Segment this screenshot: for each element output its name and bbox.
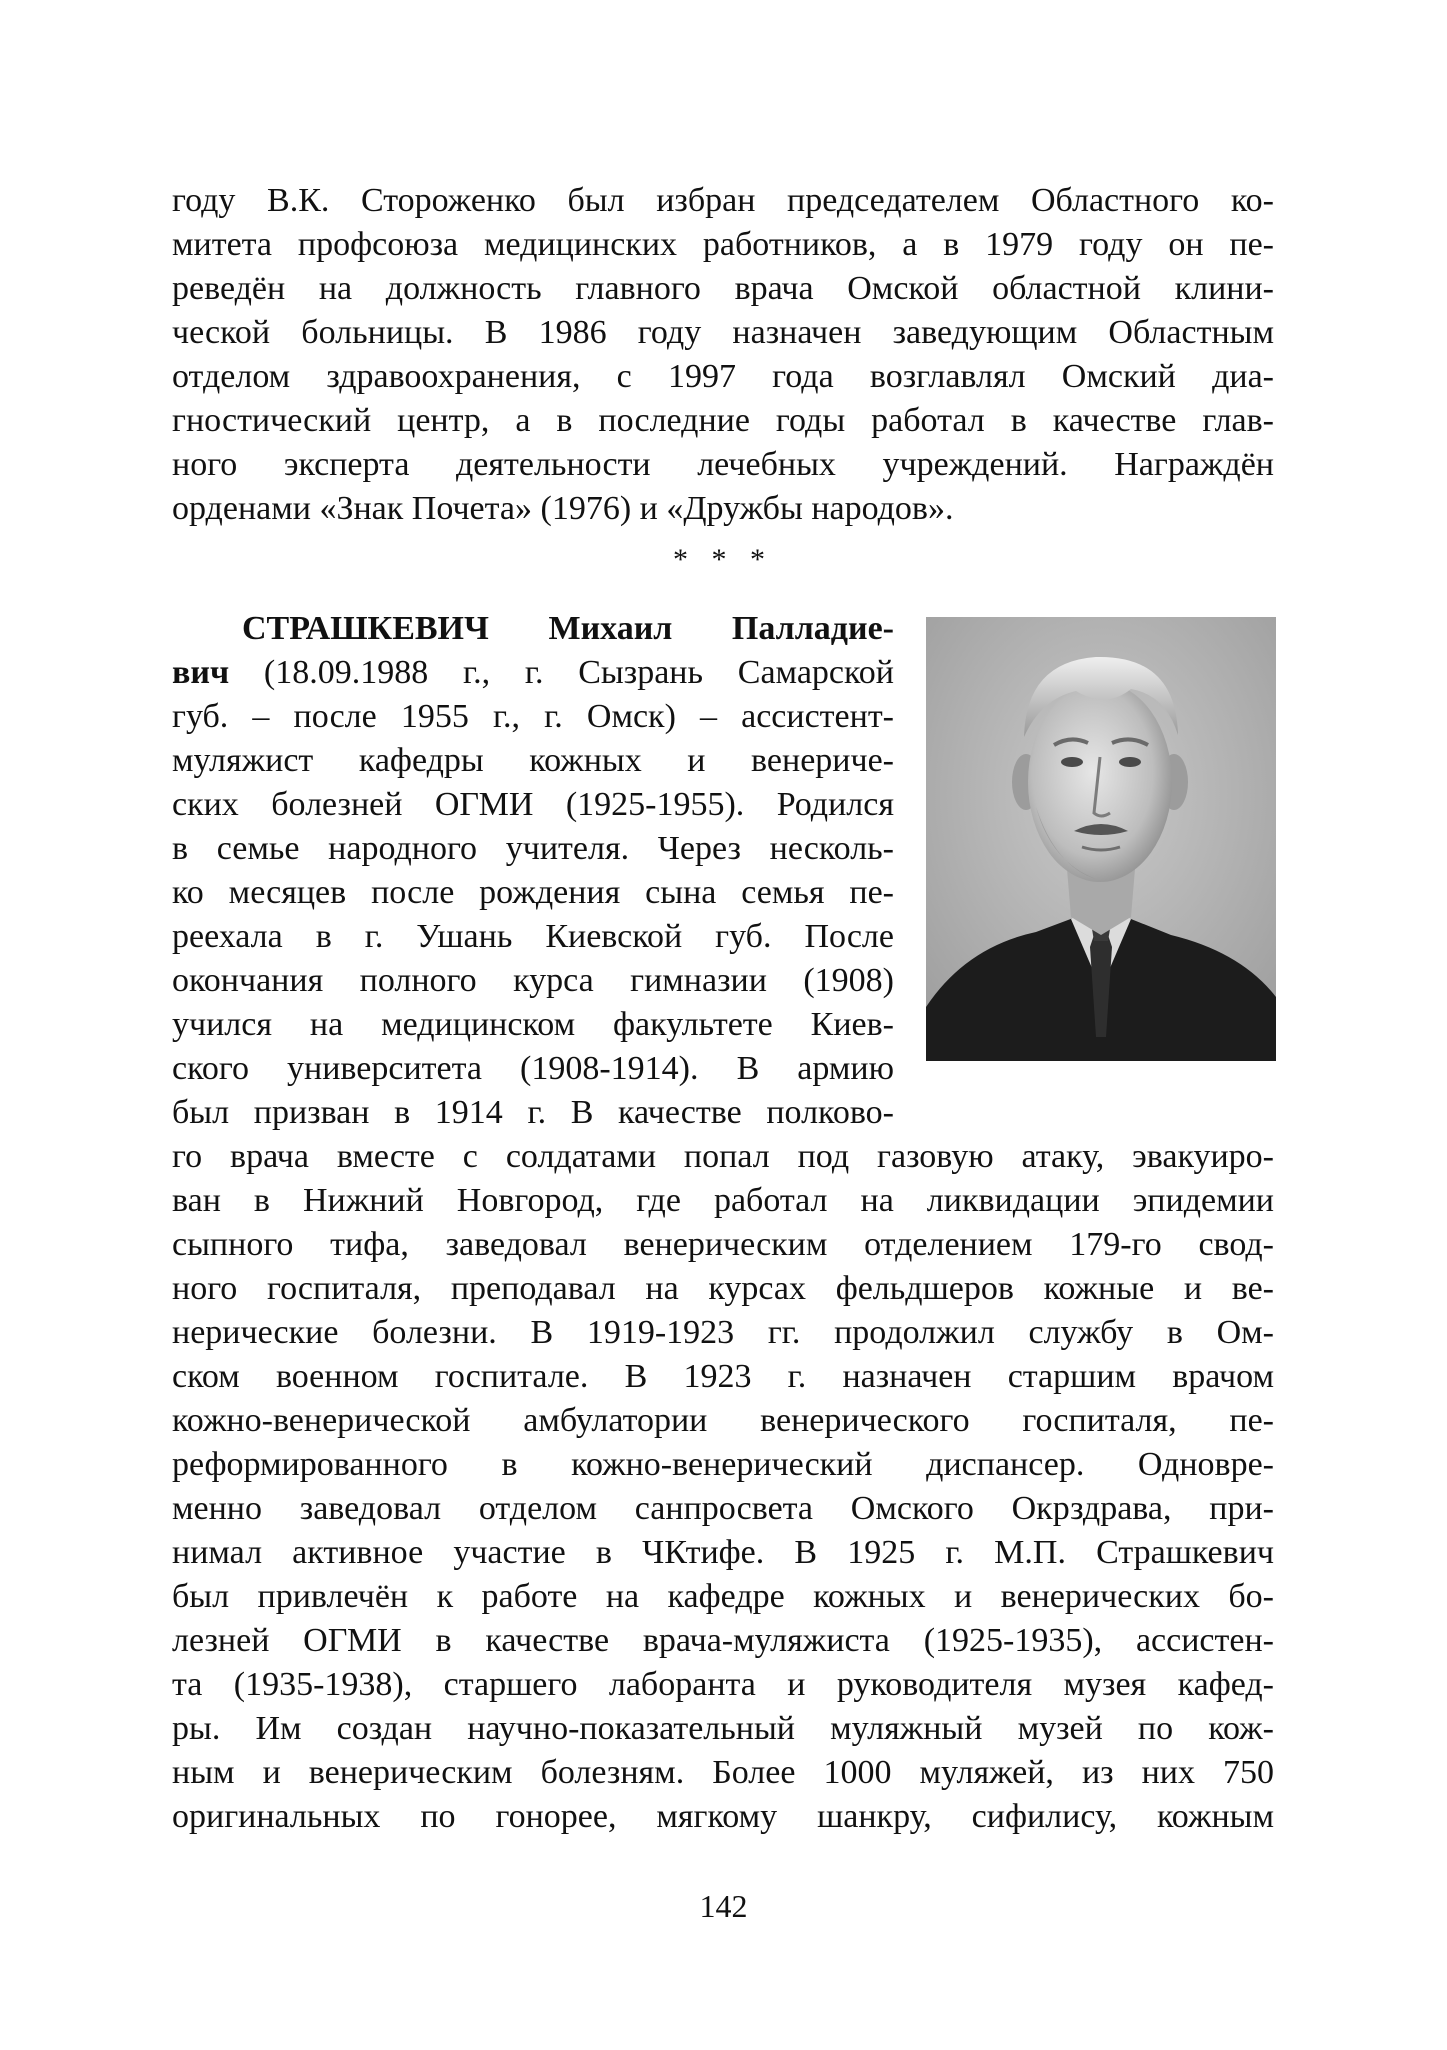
entry-dates: (18.09.1988 г., г. Сызрань Самарской: [229, 654, 894, 691]
text-line: был привлечён к работе на кафедре кожных и венерических бо-: [172, 1578, 1274, 1615]
text-line: году В.К. Стороженко был избран председателем Областного ко-: [172, 182, 1274, 219]
text-line: нимал активное участие в ЧКтифе. В 1925 г. М.П. Страшкевич: [172, 1534, 1274, 1571]
portrait-photo: [926, 617, 1276, 1061]
text-line: орденами «Знак Почета» (1976) и «Дружбы народов».: [172, 490, 954, 527]
text-line: митета профсоюза медицинских работников, а в 1979 году он пе-: [172, 226, 1274, 263]
text-line: окончания полного курса гимназии (1908): [172, 962, 894, 999]
text-line: ным и венерическим болезням. Более 1000 муляжей, из них 750: [172, 1754, 1274, 1791]
text-line: ван в Нижний Новгород, где работал на ликвидации эпидемии: [172, 1182, 1274, 1219]
entry-heading-end: вич: [172, 654, 230, 691]
text-line: лезней ОГМИ в качестве врача-муляжиста (1925-1935), ассистен-: [172, 1622, 1274, 1659]
text-line: муляжист кафедры кожных и венериче-: [172, 742, 894, 779]
text-line: ного госпиталя, преподавал на курсах фельдшеров кожные и ве-: [172, 1270, 1274, 1307]
text-line: был призван в 1914 г. В качестве полково-: [172, 1094, 894, 1131]
text-line: гностический центр, а в последние годы работал в качестве глав-: [172, 402, 1274, 439]
text-line: ского университета (1908-1914). В армию: [172, 1050, 894, 1087]
text-line: менно заведовал отделом санпросвета Омского Окрздрава, при-: [172, 1490, 1274, 1527]
text-line: реформированного в кожно-венерический диспансер. Одновре-: [172, 1446, 1274, 1483]
text-line: реехала в г. Ушань Киевской губ. После: [172, 918, 894, 955]
text-line: та (1935-1938), старшего лаборанта и руководителя музея кафед-: [172, 1666, 1274, 1703]
text-line: кожно-венерической амбулатории венерического госпиталя, пе-: [172, 1402, 1274, 1439]
page-number: 142: [699, 1888, 748, 1924]
text-line: губ. – после 1955 г., г. Омск) – ассистент-: [172, 698, 894, 735]
text-line: ских болезней ОГМИ (1925-1955). Родился: [172, 786, 894, 823]
text-line: ного эксперта деятельности лечебных учреждений. Награждён: [172, 446, 1274, 483]
text-line: ры. Им создан научно-показательный муляжный музей по кож-: [172, 1710, 1274, 1747]
text-line: сыпного тифа, заведовал венерическим отделением 179-го свод-: [172, 1226, 1274, 1263]
text-line: оригинальных по гонорее, мягкому шанкру, сифилису, кожным: [172, 1798, 1274, 1835]
text-line: ском военном госпитале. В 1923 г. назначен старшим врачом: [172, 1358, 1274, 1395]
text-line: учился на медицинском факультете Киев-: [172, 1006, 894, 1043]
text-line: реведён на должность главного врача Омской областной клини-: [172, 270, 1274, 307]
text-line: нерические болезни. В 1919-1923 гг. продолжил службу в Ом-: [172, 1314, 1274, 1351]
text-line: в семье народного учителя. Через несколь-: [172, 830, 894, 867]
entry-heading: СТРАШКЕВИЧ Михаил Палладие-: [242, 610, 894, 647]
section-separator: * * *: [673, 543, 773, 576]
text-line: ко месяцев после рождения сына семья пе-: [172, 874, 894, 911]
text-line: отделом здравоохранения, с 1997 года возглавлял Омский диа-: [172, 358, 1274, 395]
text-line: го врача вместе с солдатами попал под газовую атаку, эвакуиро-: [172, 1138, 1274, 1175]
entry-heading-continued: [172, 649, 894, 697]
text-line: ческой больницы. В 1986 году назначен заведующим Областным: [172, 314, 1274, 351]
